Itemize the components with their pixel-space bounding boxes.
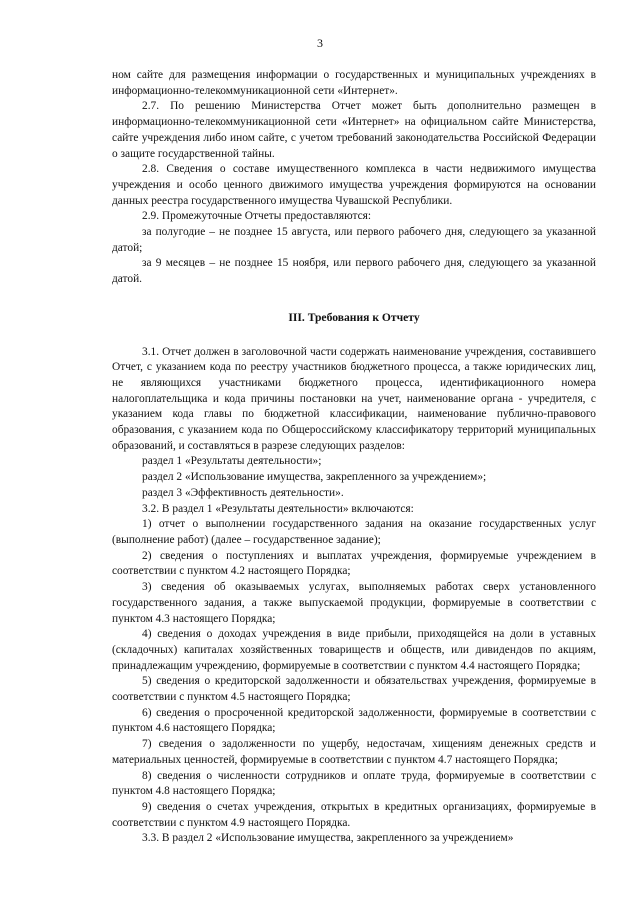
section-list-item-2: раздел 2 «Использование имущества, закрепленного за учреждением»; <box>142 471 487 484</box>
paragraph-3-2: 3.2. В раздел 1 «Результаты деятельности» включаются: <box>142 502 414 515</box>
section-list-item-3: раздел 3 «Эффективность деятельности». <box>142 486 344 499</box>
list-item-1: 1) отчет о выполнении государственного задания на оказание государственных услуг (выполнение работ) (далее – государственное задание); <box>112 518 596 546</box>
section-heading-3: III. Требования к Отчету <box>288 310 420 324</box>
document-body <box>112 68 596 847</box>
list-item-5: 5) сведения о кредиторской задолженности и обязательствах учреждения, формируемые в соответствии с пунктом 4.5 настоящего Порядка; <box>112 675 596 704</box>
list-item-6: 6) сведения о просроченной кредиторской задолженности, формируемые в соответствии с пунктом 4.6 настоящего Порядка; <box>112 706 596 735</box>
paragraph-2-9: 2.9. Промежуточные Отчеты предоставляются: <box>142 210 372 223</box>
paragraph-2-7: 2.7. По решению Министерства Отчет может быть дополнительно размещен в информационно-телекоммуникационной сети «Интернет» на официальном сайте Министерства, сайте учреждения либо ином сайте, с учетом требований законодательства Российской Федерации о защите государственной тайны. <box>112 100 596 160</box>
list-item-8: 8) сведения о численности сотрудников и оплате труда, формируемые в соответствии с пунктом 4.8 настоящего Порядка; <box>112 769 596 798</box>
list-item-9: 9) сведения о счетах учреждения, открытых в кредитных организациях, формируемые в соответствии с пунктом 4.9 настоящего Порядка. <box>112 800 596 829</box>
paragraph-3-3: 3.3. В раздел 2 «Использование имущества, закрепленного за учреждением» <box>142 832 514 845</box>
list-item-2: 2) сведения о поступлениях и выплатах учреждения, формируемые учреждением в соответствии с пунктом 4.2 настоящего Порядка; <box>112 549 596 578</box>
paragraph-2-9-nine-months: за 9 месяцев – не позднее 15 ноября, или первого рабочего дня, следующего за указанной датой. <box>112 257 596 286</box>
list-item-3: 3) сведения об оказываемых услугах, выполняемых работах сверх установленного государственного задания, а также выпускаемой продукции, формируемые в соответствии с пунктом 4.3 настоящего Порядка; <box>112 581 596 625</box>
paragraph-2-8: 2.8. Сведения о составе имущественного комплекса в части недвижимого имущества учреждения и особо ценного движимого имущества учреждения формируются на основании данных реестра государственного имущества Чувашской Республики. <box>112 163 596 207</box>
paragraph-2-9-half-year: за полугодие – не позднее 15 августа, или первого рабочего дня, следующего за указанной датой; <box>112 226 596 254</box>
paragraph-3-1: 3.1. Отчет должен в заголовочной части содержать наименование учреждения, составившего Отчет, с указанием кода по реестру участников бюджетного процесса, а также юридических лиц, не являющихся участниками бюджетного процесса, идентификационного номера налогоплательщика и кода причины постановки на учет, наименование органа - учредителя, с указанием кода главы по бюджетной классификации, наименование публично-правового образования, с указанием кода по Общероссийскому классификатору территорий муниципальных образований, и составляться в разрезе следующих разделов: <box>112 345 596 452</box>
section-list-item-1: раздел 1 «Результаты деятельности»; <box>142 455 322 468</box>
list-item-7: 7) сведения о задолженности по ущербу, недостачам, хищениям денежных средств и материальных ценностей, формируемые в соответствии с пунктом 4.7 настоящего Порядка; <box>112 738 596 766</box>
list-item-4: 4) сведения о доходах учреждения в виде прибыли, приходящейся на доли в уставных (складочных) капиталах хозяйственных товариществ и обществ, или дивидендов по акциям, принадлежащим учреждению, формируемые в соответствии с пунктом 4.4 настоящего Порядка; <box>112 628 596 672</box>
page-number: 3 <box>317 36 323 50</box>
paragraph-continuation: ном сайте для размещения информации о государственных и муниципальных учреждениях в информационно-телекоммуникационной сети «Интернет». <box>112 69 596 97</box>
